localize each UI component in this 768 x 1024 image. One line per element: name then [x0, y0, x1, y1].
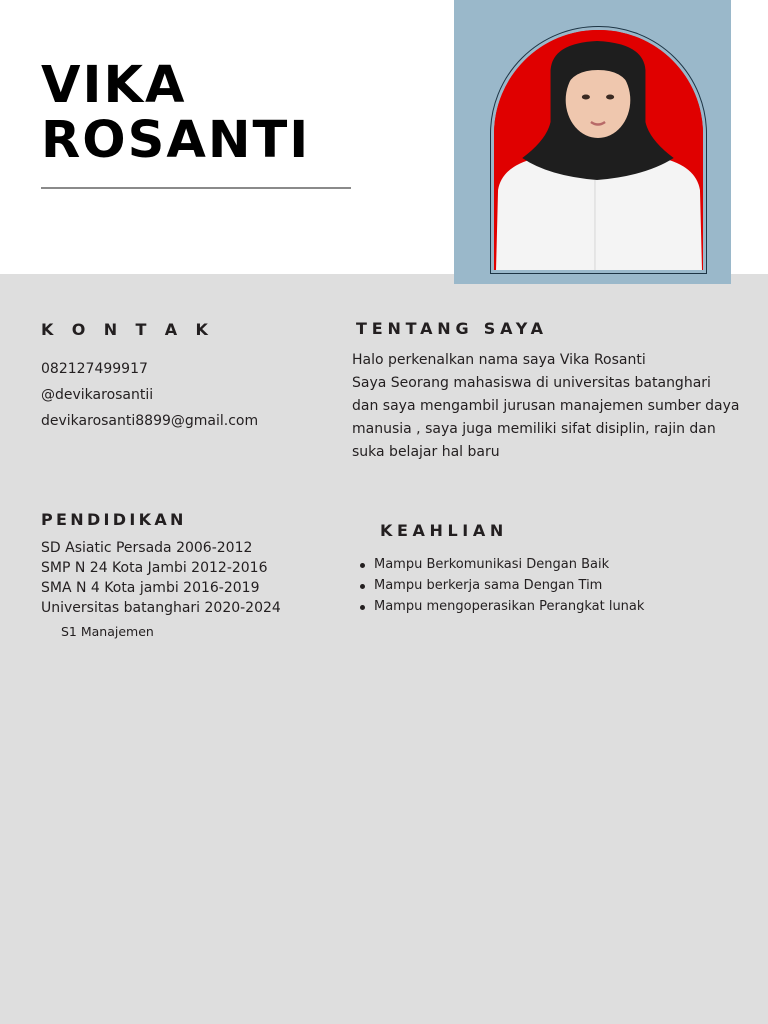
education-item: SMA N 4 Kota jambi 2016-2019 [41, 580, 260, 596]
skills-heading: KEAHLIAN [380, 521, 508, 540]
contact-email: devikarosanti8899@gmail.com [41, 413, 259, 429]
contact-list [41, 361, 258, 439]
last-name: ROSANTI [41, 111, 311, 170]
first-name: VIKA [41, 56, 187, 115]
profile-photo-panel [454, 0, 731, 284]
education-item: SD Asiatic Persada 2006-2012 [41, 540, 253, 556]
education-item: SMP N 24 Kota Jambi 2012-2016 [41, 560, 268, 576]
about-line: manusia , saya juga memiliki sifat disiplin, rajin dan [352, 421, 716, 437]
skill-item: Mampu mengoperasikan Perangkat lunak [358, 599, 644, 620]
name-divider [41, 187, 351, 189]
portrait-illustration [494, 30, 703, 270]
full-name [41, 58, 310, 168]
skill-item: Mampu Berkomunikasi Dengan Baik [358, 557, 644, 578]
about-text [352, 349, 752, 464]
contact-heading: K O N T A K [41, 320, 215, 339]
about-heading: TENTANG SAYA [356, 319, 548, 338]
skills-list [358, 557, 644, 620]
education-item: Universitas batanghari 2020-2024 [41, 600, 281, 616]
about-line: dan saya mengambil jurusan manajemen sumber daya [352, 398, 740, 414]
education-degree: S1 Manajemen [61, 624, 154, 639]
contact-phone: 082127499917 [41, 361, 148, 377]
about-line: Halo perkenalkan nama saya Vika Rosanti [352, 352, 646, 368]
skill-item: Mampu berkerja sama Dengan Tim [358, 578, 644, 599]
education-heading: PENDIDIKAN [41, 510, 187, 529]
contact-social: @devikarosantii [41, 387, 154, 403]
photo-frame [490, 26, 707, 274]
profile-photo [494, 30, 703, 270]
about-line: Saya Seorang mahasiswa di universitas batanghari [352, 375, 711, 391]
education-list [41, 540, 281, 620]
about-line: suka belajar hal baru [352, 444, 500, 460]
